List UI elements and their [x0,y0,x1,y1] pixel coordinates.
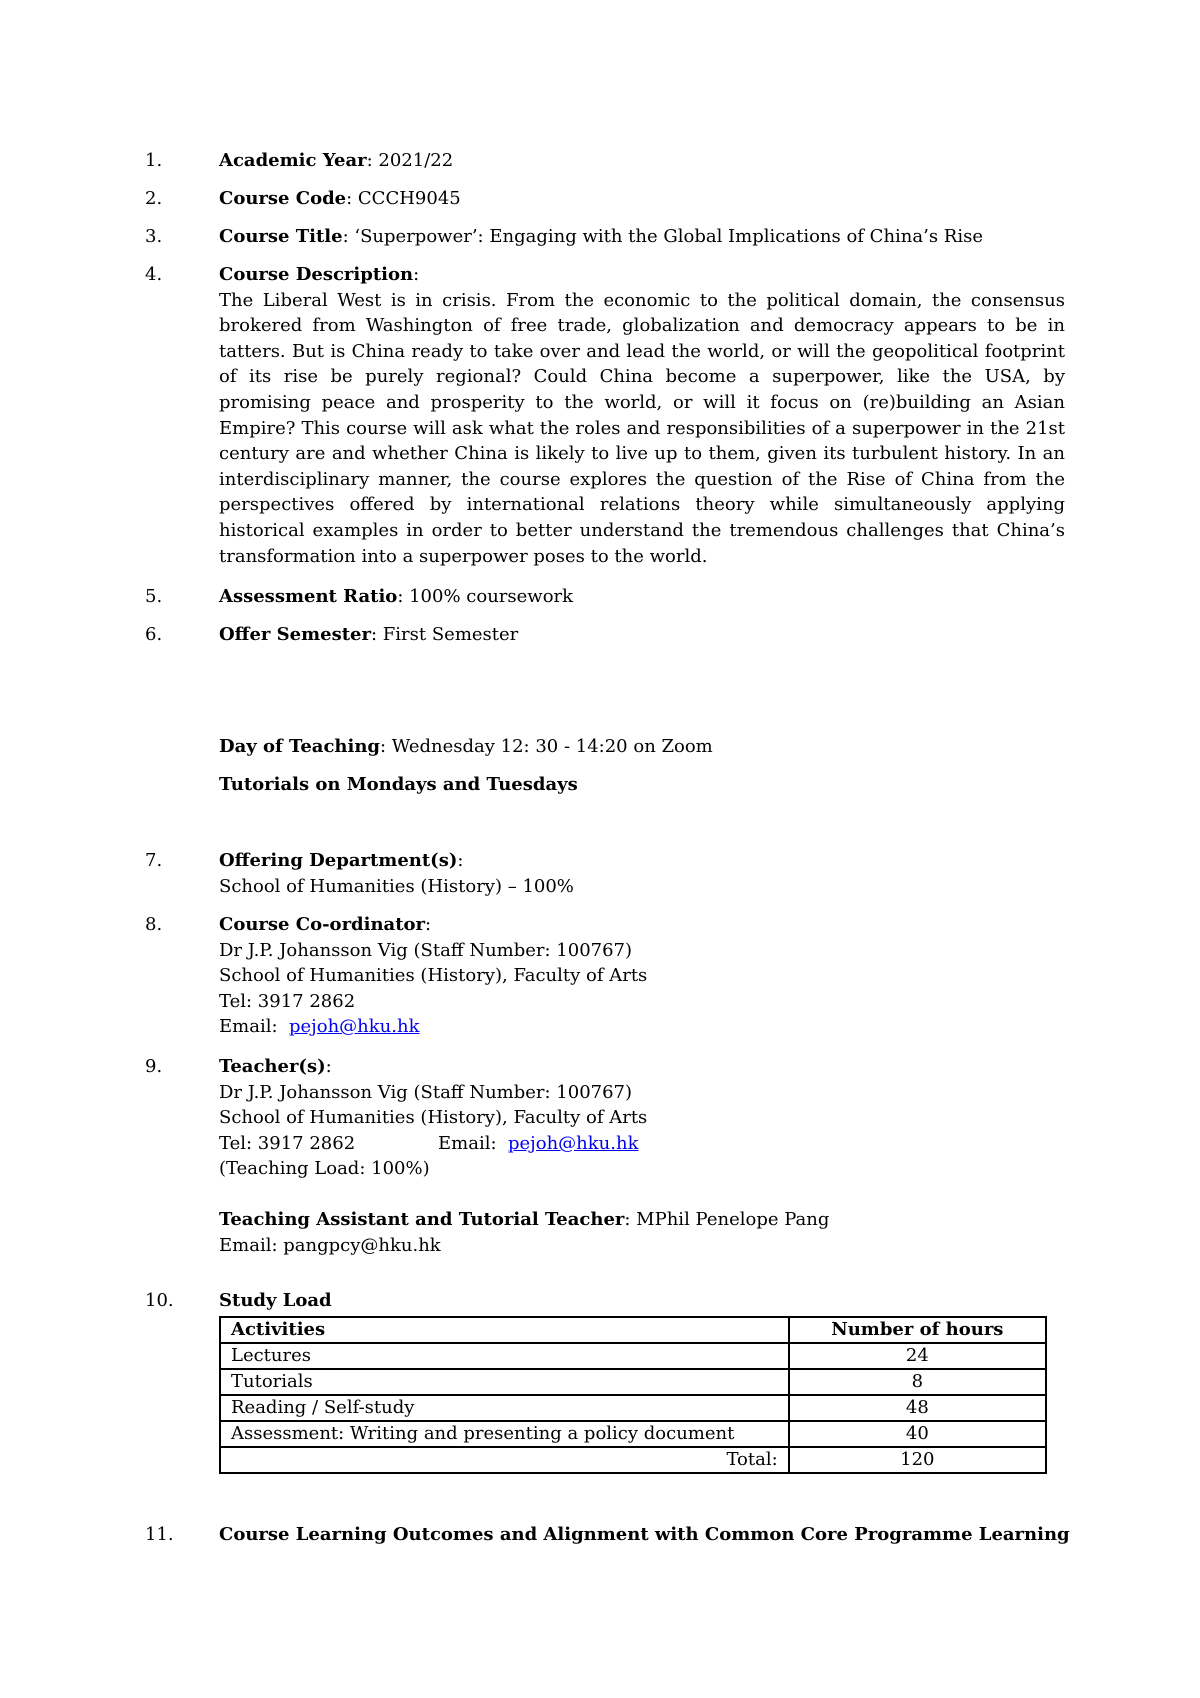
header-hours: Number of hours [789,1317,1046,1343]
header-activities: Activities [220,1317,789,1343]
item-number: 2. [145,188,163,209]
table-row [220,1421,1046,1447]
table-header-row [220,1317,1046,1343]
total-label-cell: Total: [220,1447,789,1473]
teaching-load: (Teaching Load: 100%) [219,1158,430,1180]
teacher-school: School of Humanities (History), Faculty of Arts [219,1107,648,1129]
coordinator-name: Dr J.P. Johansson Vig (Staff Number: 100767) [219,939,633,961]
hours-cell: 40 [789,1421,1046,1447]
teacher-name: Dr J.P. Johansson Vig (Staff Number: 100767) [219,1081,633,1103]
table-row [220,1369,1046,1395]
item-number: 3. [145,226,163,247]
item-label: Course Description [219,264,414,285]
activity-cell: Assessment: Writing and presenting a policy document [220,1421,789,1447]
item-number: 7. [145,850,163,871]
coordinator-tel: Tel: 3917 2862 [219,990,356,1012]
hours-cell: 48 [789,1395,1046,1421]
item-value: : 2021/22 [366,150,454,171]
department-line: School of Humanities (History) – 100% [219,875,574,897]
teacher-tel: Tel: 3917 2862 [219,1132,356,1154]
teaching-assistant [219,1207,1065,1233]
tutorials-text: Tutorials on Mondays and Tuesdays [219,774,578,795]
tutorials-note [219,772,1065,798]
item-label: Offering Department(s) [219,850,458,871]
study-load-table [219,1316,1047,1474]
item-number: 4. [145,264,163,285]
item-value: : CCCH9045 [346,188,461,209]
item-label: Offer Semester [219,624,371,645]
item-value: : ‘Superpower’: Engaging with the Global Implications of China’s Rise [342,226,984,247]
teacher-contact [219,1131,1065,1157]
day-of-teaching-label: Day of Teaching [219,736,381,757]
item-label: Assessment Ratio [219,586,398,607]
item-number: 10. [145,1290,174,1311]
item-value: : [425,914,432,935]
activity-cell: Lectures [220,1343,789,1369]
item-number: 6. [145,624,163,645]
item-value: : First Semester [371,624,519,645]
item-value: : [413,264,420,285]
activity-cell: Tutorials [220,1369,789,1395]
item-number: 8. [145,914,163,935]
item-label: Course Title [219,226,343,247]
table-row [220,1395,1046,1421]
day-of-teaching [219,734,1065,760]
ta-email: Email: pangpcy@hku.hk [219,1234,441,1256]
item-label: Course Co-ordinator [219,914,426,935]
ta-label: Teaching Assistant and Tutorial Teacher [219,1208,625,1230]
item-value: : 100% coursework [397,586,574,607]
item-label: Course Code [219,188,347,209]
activity-cell: Reading / Self-study [220,1395,789,1421]
total-value-cell: 120 [789,1447,1046,1473]
email-label: Email: [219,1016,278,1038]
item-value: : [457,850,464,871]
table-total-row [220,1447,1046,1473]
hours-cell: 8 [789,1369,1046,1395]
hours-cell: 24 [789,1343,1046,1369]
item-number: 9. [145,1056,163,1077]
item-number: 5. [145,586,163,607]
item-number: 1. [145,150,163,171]
email-label: Email: [438,1132,497,1154]
coordinator-email-link[interactable]: pejoh@hku.hk [288,1016,420,1038]
teacher-email-link[interactable]: pejoh@hku.hk [507,1132,639,1154]
item-value: : [325,1056,332,1077]
table-row [220,1343,1046,1369]
item-label: Course Learning Outcomes and Alignment with Common Core Programme Learning [219,1524,1070,1545]
day-of-teaching-value: : Wednesday 12: 30 - 14:20 on Zoom [380,736,713,757]
item-label: Academic Year [219,150,367,171]
coordinator-email-line [219,1014,1065,1040]
course-description-text: The Liberal West is in crisis. From the economic to the political domain, the consensus brokered from Washington of free trade, globalization and democracy appears to be in tatters. But is China ready to take over and lead the world, or will the geopolitical footprint of its rise be purely regional? Could China become a superpower, like the USA, by promising peace and prosperity to the world, or will it focus on (re)building an Asian Empire? This course will ask what the roles and responsibilities of a superpower in the 21st century are and whether China is likely to live up to them, given its turbulent history. In an interdisciplinary manner, the course explores the question of the Rise of China from the perspectives offered by international relations theory while simultaneously applying historical examples in order to better understand the tremendous challenges that China’s transformation into a superpower poses to the world. [219,289,1065,567]
ta-value: : MPhil Penelope Pang [624,1208,830,1230]
coordinator-school: School of Humanities (History), Faculty of Arts [219,965,648,987]
item-number: 11. [145,1524,174,1545]
item-label: Teacher(s) [219,1056,326,1077]
item-label: Study Load [219,1290,332,1311]
